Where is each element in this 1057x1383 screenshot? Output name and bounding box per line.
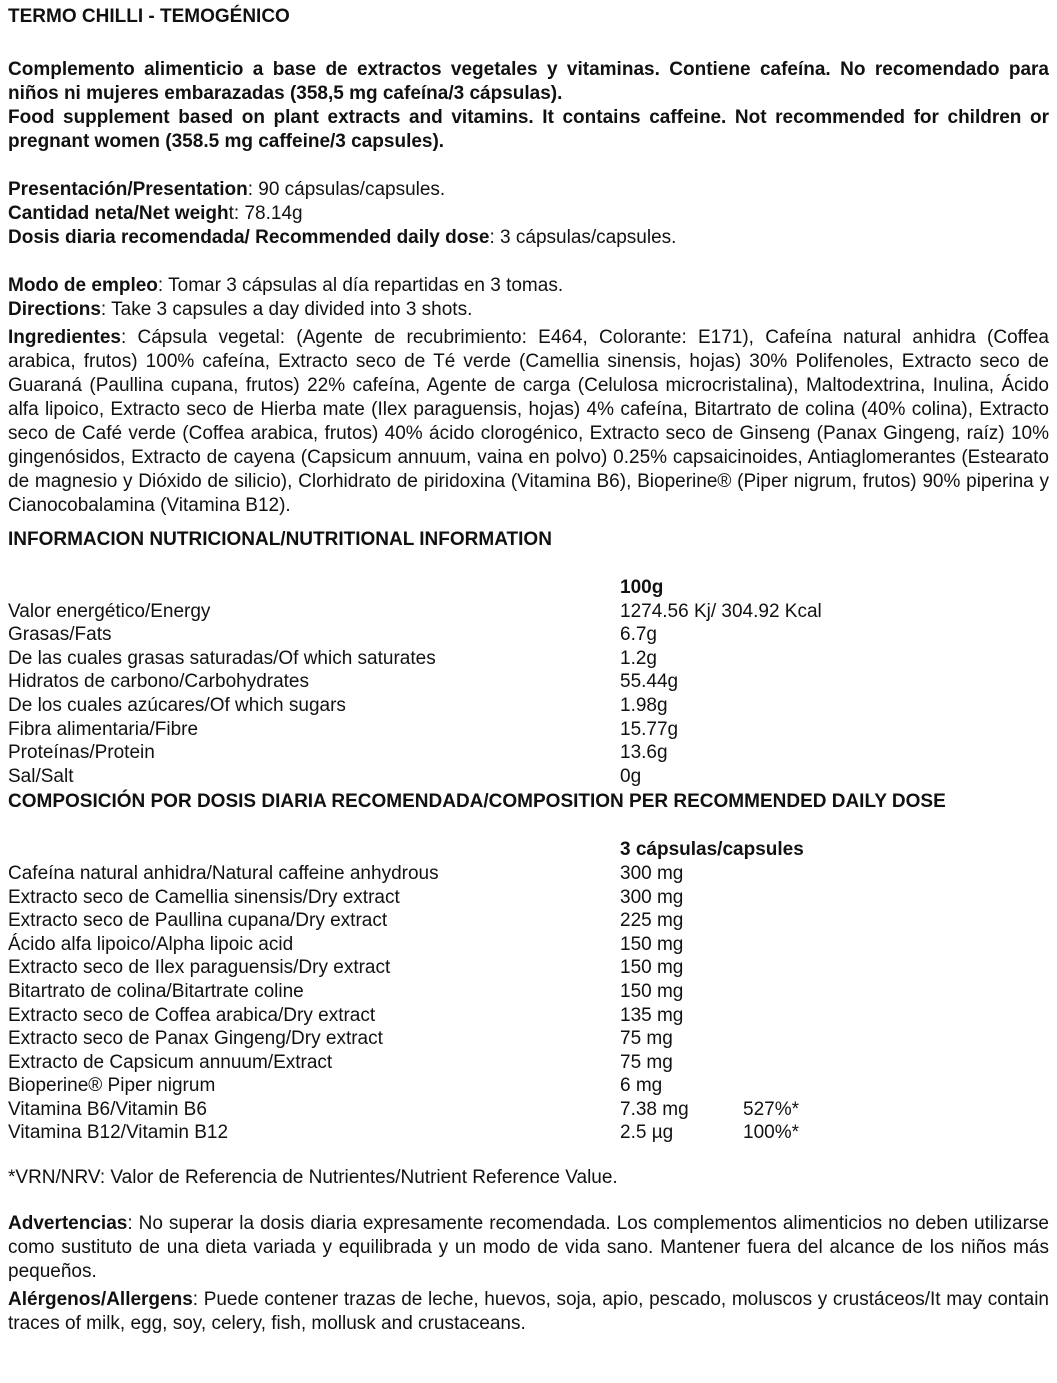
row-value: 135 mg: [620, 1004, 684, 1026]
row-name: Sal/Salt: [8, 765, 74, 787]
row-name: Vitamina B6/Vitamin B6: [8, 1098, 207, 1120]
row-name: Ácido alfa lipoico/Alpha lipoic acid: [8, 933, 294, 955]
row-name: Extracto seco de Paullina cupana/Dry extract: [8, 910, 388, 932]
row-value: 1.2g: [620, 647, 657, 669]
table-row: [8, 886, 863, 910]
daily-dose-line: [8, 226, 1049, 250]
row-nrv: [743, 933, 863, 957]
row-nrv: [743, 1027, 863, 1051]
net-weight-label: Cantidad neta/Net weigh: [8, 203, 229, 224]
nutrition-heading: INFORMACION NUTRICIONAL/NUTRITIONAL INFORMATION: [8, 529, 552, 550]
product-title: TERMO CHILLI - TEMOGÉNICO: [8, 6, 290, 27]
warnings-value: : No superar la dosis diaria expresamente recomendada. Los complementos alimenticios no deben utilizarse como sustituto de una dieta variada y equilibrada y un modo de vida sano. Mantener fuera del alcance de los niños más pequeños.: [8, 1213, 1049, 1283]
composition-table: [8, 838, 863, 1145]
row-nrv: 527%*: [743, 1098, 799, 1120]
table-row: [8, 1074, 863, 1098]
row-nrv: [743, 980, 863, 1004]
row-value: 0g: [620, 765, 642, 787]
intro-english: Food supplement based on plant extracts and vitamins. It contains caffeine. Not recommended for children or pregnant women (358.5 mg caffeine/3 capsules).: [8, 107, 1049, 152]
row-nrv: [743, 862, 863, 886]
row-value: 150 mg: [620, 933, 684, 955]
table-row: [8, 600, 822, 624]
allergens-value: : Puede contener trazas de leche, huevos, soja, apio, pescado, moluscos y crustáceos/It may contain traces of milk, egg, soy, celery, fish, mollusk and crustaceans.: [8, 1289, 1049, 1335]
row-value: 1274.56 Kj/ 304.92 Kcal: [620, 600, 822, 622]
table-row: [8, 741, 822, 765]
row-name: Extracto seco de Panax Gingeng/Dry extract: [8, 1028, 383, 1050]
row-nrv: 100%*: [743, 1122, 799, 1144]
nrv-footnote: *VRN/NRV: Valor de Referencia de Nutrientes/Nutrient Reference Value.: [8, 1167, 618, 1189]
row-value: 1.98g: [620, 694, 668, 716]
row-name: Bioperine® Piper nigrum: [8, 1075, 216, 1097]
row-value: 15.77g: [620, 718, 679, 740]
daily-dose-value: : 3 cápsulas/capsules.: [489, 227, 677, 248]
composition-header-row: [8, 838, 863, 862]
row-name: Bitartrato de colina/Bitartrate coline: [8, 980, 304, 1002]
nutrition-table: [8, 576, 822, 788]
row-value: 75 mg: [620, 1028, 673, 1050]
row-value: 300 mg: [620, 886, 684, 908]
table-row: [8, 765, 822, 789]
usage-es-value: : Tomar 3 cápsulas al día repartidas en 3 tomas.: [157, 275, 564, 296]
table-row: [8, 718, 822, 742]
usage-en-line: [8, 298, 1049, 322]
table-row: [8, 1121, 863, 1145]
row-name: Cafeína natural anhidra/Natural caffeine anhydrous: [8, 862, 439, 884]
row-value: 7.38 mg: [620, 1098, 689, 1120]
ingredients-value: : Cápsula vegetal: (Agente de recubrimiento: E464, Colorante: E171), Cafeína natural anhidra (Coffea arabica, frutos) 100% cafeína, Extracto seco de Té verde (Camellia sinensis, hojas) 30% Polifenoles, Extracto seco de Guaraná (Paullina cupana, frutos) 22% cafeína, Agente de carga (Celulosa microcristalina), Maltodextrina, Inulina, Ácido alfa lipoico, Extracto seco de Hierba mate (Ilex paraguensis, hojas) 4% cafeína, Bitartrato de colina (40% colina), Extracto seco de Café verde (Coffea arabica, frutos) 40% ácido clorogénico, Extracto seco de Ginseng (Panax Gingeng, raíz) 10% gingenósidos, Extracto de cayena (Capsicum annuum, vaina en polvo) 0.25% capsaicinoides, Antiaglomerantes (Estearato de magnesio y Dióxido de silicio), Clorhidrato de piridoxina (Vitamina B6), Bioperine® (Piper nigrum, frutos) 90% piperina y Cianocobalamina (Vitamina B12).: [8, 327, 1049, 516]
table-row: [8, 670, 822, 694]
presentation-value: : 90 cápsulas/capsules.: [247, 179, 446, 200]
table-row: [8, 1027, 863, 1051]
row-name: Extracto seco de Camellia sinensis/Dry extract: [8, 886, 400, 908]
row-value: 150 mg: [620, 957, 684, 979]
composition-column-header: 3 cápsulas/capsules: [620, 839, 804, 861]
usage-en-label: Directions: [8, 299, 101, 320]
table-row: [8, 1004, 863, 1028]
row-name: Valor energético/Energy: [8, 600, 211, 622]
daily-dose-label: Dosis diaria recomendada/ Recommended daily dose: [8, 227, 490, 248]
row-nrv: [743, 1051, 863, 1075]
row-name: Vitamina B12/Vitamin B12: [8, 1122, 229, 1144]
row-value: 2.5 µg: [620, 1122, 674, 1144]
net-weight-value: t: 78.14g: [228, 203, 303, 224]
row-value: 13.6g: [620, 742, 668, 764]
row-value: 75 mg: [620, 1051, 673, 1073]
intro-spanish: Complemento alimenticio a base de extractos vegetales y vitaminas. Contiene cafeína. No recomendado para niños ni mujeres embarazadas (358,5 mg cafeína/3 cápsulas).: [8, 59, 1049, 104]
table-row: [8, 1051, 863, 1075]
ingredients-label: Ingredientes: [8, 327, 121, 348]
table-row: [8, 1098, 863, 1122]
net-weight-line: [8, 202, 1049, 226]
row-value: 300 mg: [620, 862, 684, 884]
row-nrv: [743, 1074, 863, 1098]
warnings-paragraph: [8, 1212, 1049, 1284]
nutrition-column-header: 100g: [620, 577, 664, 598]
table-row: [8, 909, 863, 933]
presentation-line: [8, 178, 1049, 202]
allergens-paragraph: [8, 1288, 1049, 1336]
row-value: 150 mg: [620, 980, 684, 1002]
row-name: Grasas/Fats: [8, 624, 112, 646]
table-row: [8, 980, 863, 1004]
row-name: Extracto seco de Coffea arabica/Dry extract: [8, 1004, 376, 1026]
row-value: 6.7g: [620, 624, 657, 646]
row-name: Proteínas/Protein: [8, 742, 155, 764]
row-name: Fibra alimentaria/Fibre: [8, 718, 199, 740]
table-row: [8, 933, 863, 957]
row-nrv: [743, 886, 863, 910]
warnings-label: Advertencias: [8, 1213, 128, 1235]
table-row: [8, 862, 863, 886]
ingredients-paragraph: [8, 326, 1049, 518]
composition-heading: COMPOSICIÓN POR DOSIS DIARIA RECOMENDADA/COMPOSITION PER RECOMMENDED DAILY DOSE: [8, 791, 946, 813]
table-row: [8, 647, 822, 671]
row-name: De los cuales azúcares/Of which sugars: [8, 694, 346, 716]
usage-en-value: : Take 3 capsules a day divided into 3 shots.: [100, 299, 473, 320]
nutrition-header-row: [8, 576, 822, 600]
presentation-label: Presentación/Presentation: [8, 179, 248, 200]
allergens-label: Alérgenos/Allergens: [8, 1289, 193, 1311]
table-row: [8, 694, 822, 718]
table-row: [8, 623, 822, 647]
row-name: Extracto de Capsicum annuum/Extract: [8, 1051, 333, 1073]
row-name: De las cuales grasas saturadas/Of which saturates: [8, 647, 436, 669]
table-row: [8, 956, 863, 980]
row-name: Hidratos de carbono/Carbohydrates: [8, 671, 310, 693]
row-nrv: [743, 1004, 863, 1028]
row-value: 6 mg: [620, 1075, 663, 1097]
row-value: 55.44g: [620, 671, 679, 693]
row-nrv: [743, 909, 863, 933]
usage-es-line: [8, 274, 1049, 298]
row-name: Extracto seco de Ilex paraguensis/Dry extract: [8, 957, 391, 979]
usage-es-label: Modo de empleo: [8, 275, 158, 296]
row-value: 225 mg: [620, 910, 684, 932]
row-nrv: [743, 956, 863, 980]
